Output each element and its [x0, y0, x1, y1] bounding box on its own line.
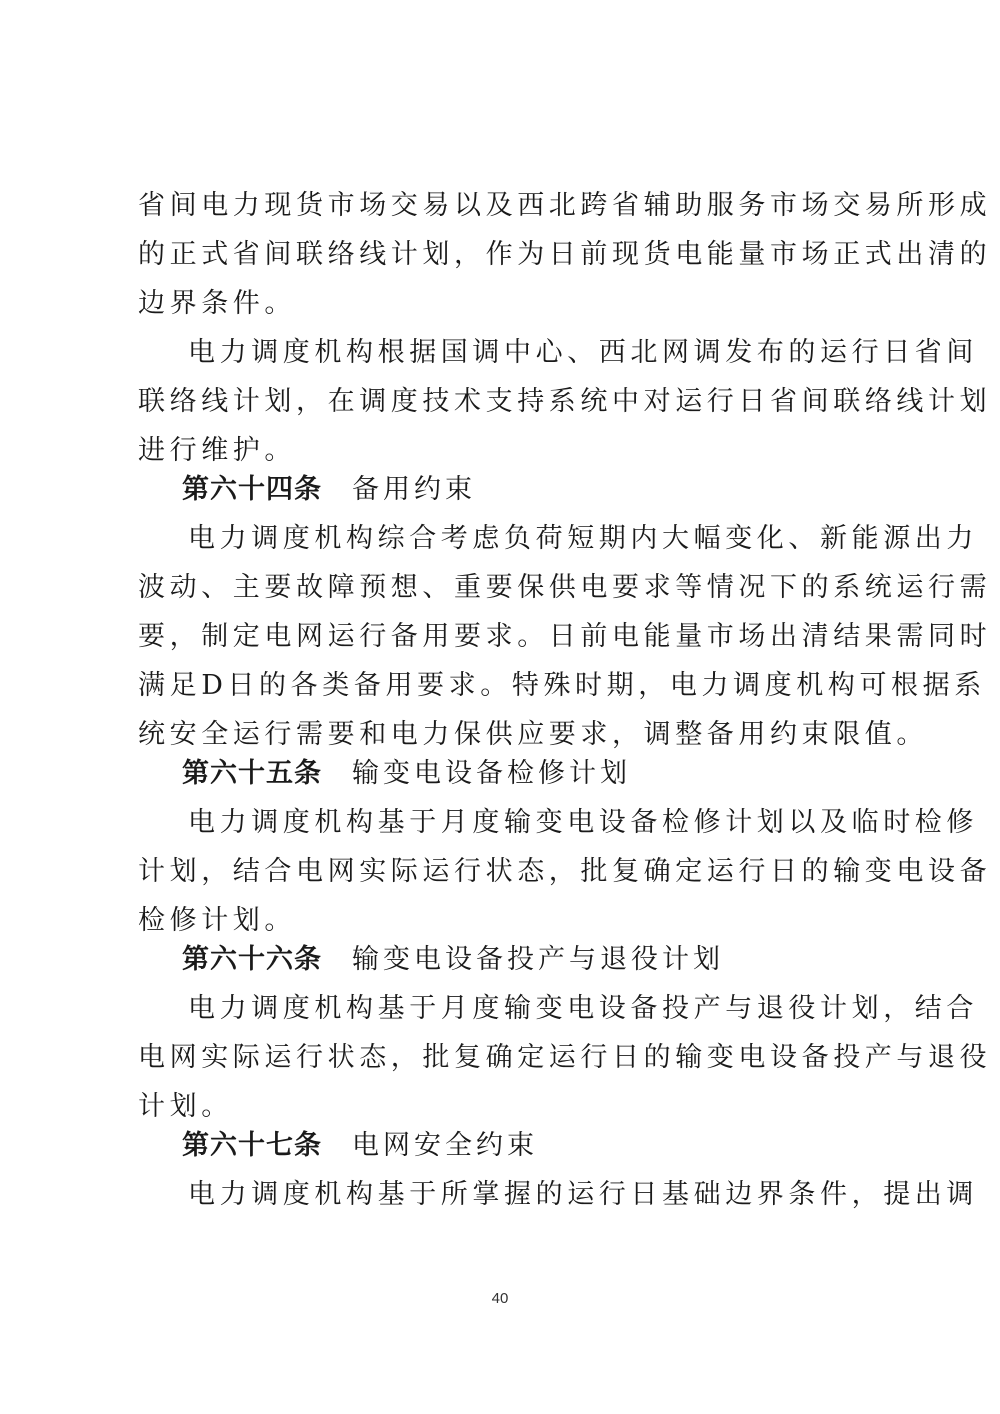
- body-line: 电力调度机构基于月度输变电设备投产与退役计划，结合: [188, 993, 978, 1024]
- article-title: 备用约束: [352, 474, 476, 505]
- article-title: 输变电设备检修计划: [352, 758, 631, 789]
- body-line: 检修计划。: [138, 905, 296, 936]
- body-line: 的正式省间联络线计划，作为日前现货电能量市场正式出清的: [138, 239, 992, 270]
- body-line: 省间电力现货市场交易以及西北跨省辅助服务市场交易所形成: [138, 190, 992, 221]
- body-line: 联络线计划，在调度技术支持系统中对运行日省间联络线计划: [138, 386, 992, 417]
- article-number: 第六十四条: [182, 474, 322, 505]
- article-title: 电网安全约束: [352, 1130, 538, 1161]
- article-heading-65: [182, 748, 631, 800]
- article-number: 第六十六条: [182, 944, 322, 975]
- body-line: 进行维护。: [138, 435, 296, 466]
- article-heading-66: [182, 934, 724, 986]
- article-heading-67: [182, 1120, 538, 1172]
- body-line: 波动、主要故障预想、重要保供电要求等情况下的系统运行需: [138, 572, 992, 603]
- page-number: 40: [491, 1290, 509, 1307]
- body-line: 电网实际运行状态，批复确定运行日的输变电设备投产与退役: [138, 1042, 992, 1073]
- article-number: 第六十七条: [182, 1130, 322, 1161]
- article-number: 第六十五条: [182, 758, 322, 789]
- article-title: 输变电设备投产与退役计划: [352, 944, 724, 975]
- body-line: 计划。: [138, 1091, 233, 1122]
- body-line: 电力调度机构基于所掌握的运行日基础边界条件，提出调: [188, 1179, 978, 1210]
- body-line: 计划，结合电网实际运行状态，批复确定运行日的输变电设备: [138, 856, 992, 887]
- body-line: 要，制定电网运行备用要求。日前电能量市场出清结果需同时: [138, 621, 992, 652]
- body-line: 统安全运行需要和电力保供应要求，调整备用约束限值。: [138, 719, 928, 750]
- body-line: 满足D日的各类备用要求。特殊时期，电力调度机构可根据系: [138, 670, 986, 701]
- body-line: 电力调度机构基于月度输变电设备检修计划以及临时检修: [188, 807, 978, 838]
- body-line: 电力调度机构综合考虑负荷短期内大幅变化、新能源出力: [188, 523, 978, 554]
- body-line: 边界条件。: [138, 288, 296, 319]
- body-line: 电力调度机构根据国调中心、西北网调发布的运行日省间: [188, 337, 978, 368]
- article-heading-64: [182, 464, 476, 516]
